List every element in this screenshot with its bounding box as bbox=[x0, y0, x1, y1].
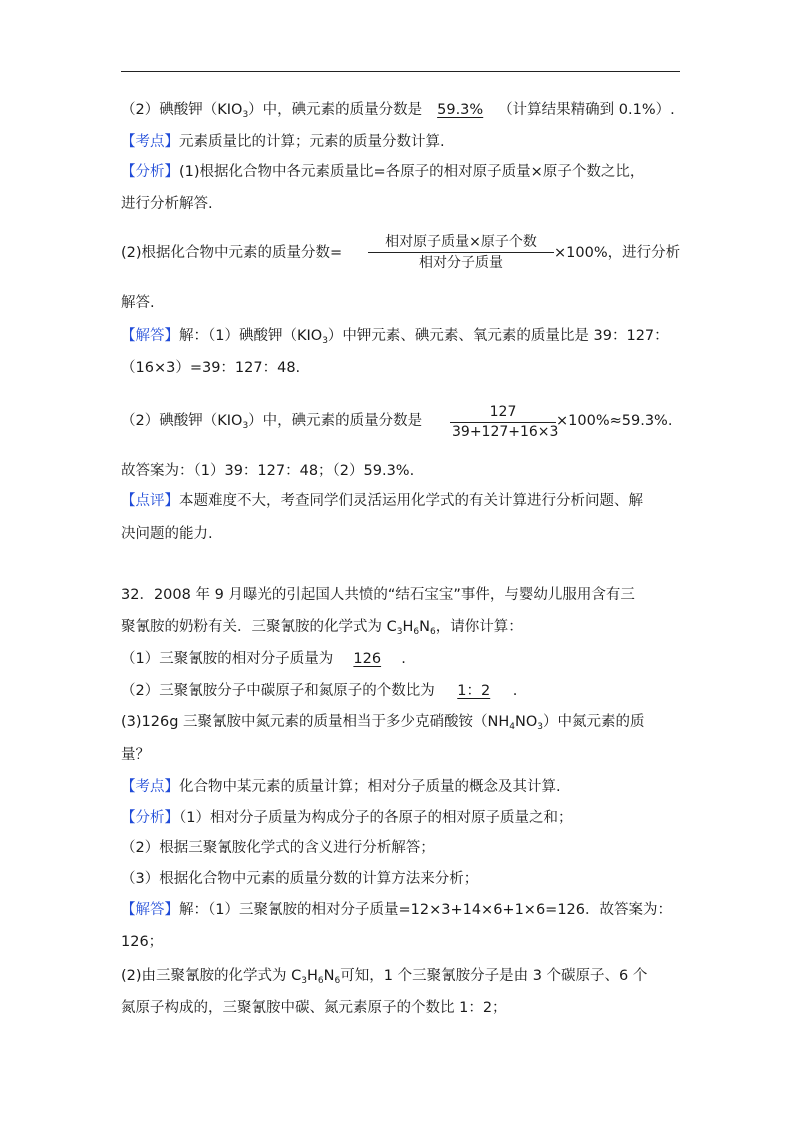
dianping-tag: 【点评】 bbox=[121, 493, 179, 509]
q32-part2-answer: 1：2 bbox=[457, 683, 491, 699]
q32-part2: （2）三聚氰胺分子中碳原子和氮原子的个数比为 1：2 . bbox=[121, 683, 518, 699]
q32-stem-line2: 聚氰胺的奶粉有关．三聚氰胺的化学式为 $C_3H_6N_6$，请你计算： bbox=[121, 619, 523, 637]
q32-kaodian: 【考点】化合物中某元素的质量计算；相对分子质量的概念及其计算. bbox=[121, 779, 561, 795]
q32-fenxi-line3: （3）根据化合物中元素的质量分数的计算方法来分析； bbox=[121, 871, 479, 887]
q32-jieda-line4: 氮原子构成的，三聚氰胺中碳、氮元素原子的个数比 1：2； bbox=[121, 1000, 507, 1016]
fenxi-tag: 【分析】 bbox=[121, 164, 179, 180]
q32-fenxi-line1: 【分析】（1）相对分子质量为构成分子的各原子的相对原子质量之和； bbox=[121, 810, 573, 826]
q32-fenxi-line2: （2）根据三聚氰胺化学式的含义进行分析解答； bbox=[121, 840, 435, 856]
q32-part3-line2: 量？ bbox=[121, 747, 150, 763]
q31-answer-summary: 故答案为：（1）39：127：48；（2）59.3%. bbox=[121, 463, 415, 479]
q31-dianping-line1: 【点评】本题难度不大，考查同学们灵活运用化学式的有关计算进行分析问题、解 bbox=[121, 493, 643, 509]
q31-jieda-line3-suffix: ×100%≈59.3%. bbox=[556, 413, 673, 429]
kaodian-tag: 【考点】 bbox=[121, 779, 179, 795]
iodine-fraction-formula: 127 39+127+16×3 bbox=[452, 404, 559, 440]
q31-dianping-line2: 决问题的能力. bbox=[121, 526, 213, 542]
q32-jieda-line3: (2)由三聚氰胺的化学式为 $C_3H_6N_6$可知，1 个三聚氰胺分子是由 3 个碳原子、6 个 bbox=[121, 968, 648, 986]
q32-part1-answer: 126 bbox=[353, 651, 382, 667]
q31-fenxi-line1: 【分析】(1)根据化合物中各元素质量比=各原子的相对原子质量×原子个数之比， bbox=[121, 164, 645, 180]
q31-fenxi-line4: 解答. bbox=[121, 295, 155, 311]
q32-stem-line1: 32．2008 年 9 月曝光的引起国人共愤的“结石宝宝”事件，与婴幼儿服用含有三 bbox=[121, 587, 635, 603]
jieda-tag: 【解答】 bbox=[121, 328, 179, 344]
q32-part3-line1: (3)126g 三聚氰胺中氮元素的质量相当于多少克硝酸铵$(NH_4NO_3)$中氮元素的质 bbox=[121, 714, 645, 732]
q31-fenxi-line2: 进行分析解答. bbox=[121, 196, 213, 212]
q32-jieda-line1: 【解答】解：（1）三聚氰胺的相对分子质量=12×3+14×6+1×6=126．故答案为： bbox=[121, 902, 672, 918]
q32-part1: （1）三聚氰胺的相对分子质量为 126 . bbox=[121, 651, 406, 667]
q31-kaodian: 【考点】元素质量比的计算；元素的质量分数计算. bbox=[121, 134, 445, 150]
q31-part2-answer: 59.3% bbox=[437, 102, 484, 118]
q31-jieda-line1: 【解答】解：（1）碘酸钾$(KIO_3)$中钾元素、碘元素、氧元素的质量比是 39：127： bbox=[121, 328, 669, 346]
q31-fenxi-line3-suffix: ×100%，进行分析 bbox=[554, 245, 681, 261]
header-rule bbox=[121, 71, 680, 72]
q31-jieda-line3: （2）碘酸钾$(KIO_3)$中，碘元素的质量分数是 bbox=[121, 413, 423, 431]
q32-jieda-line2: 126； bbox=[121, 934, 164, 950]
q31-part2-question: （2）碘酸钾$(KIO_3)$中，碘元素的质量分数是 59.3% （计算结果精确到 0.1%）. bbox=[121, 102, 675, 120]
fenxi-tag: 【分析】 bbox=[121, 810, 179, 826]
q31-fenxi-line3: (2)根据化合物中元素的质量分数= bbox=[121, 245, 343, 261]
kaodian-tag: 【考点】 bbox=[121, 134, 179, 150]
mass-fraction-formula: 相对原子质量×原子个数 相对分子质量 bbox=[368, 233, 554, 272]
q31-jieda-line2: （16×3）=39：127：48. bbox=[121, 360, 301, 376]
jieda-tag: 【解答】 bbox=[121, 902, 179, 918]
